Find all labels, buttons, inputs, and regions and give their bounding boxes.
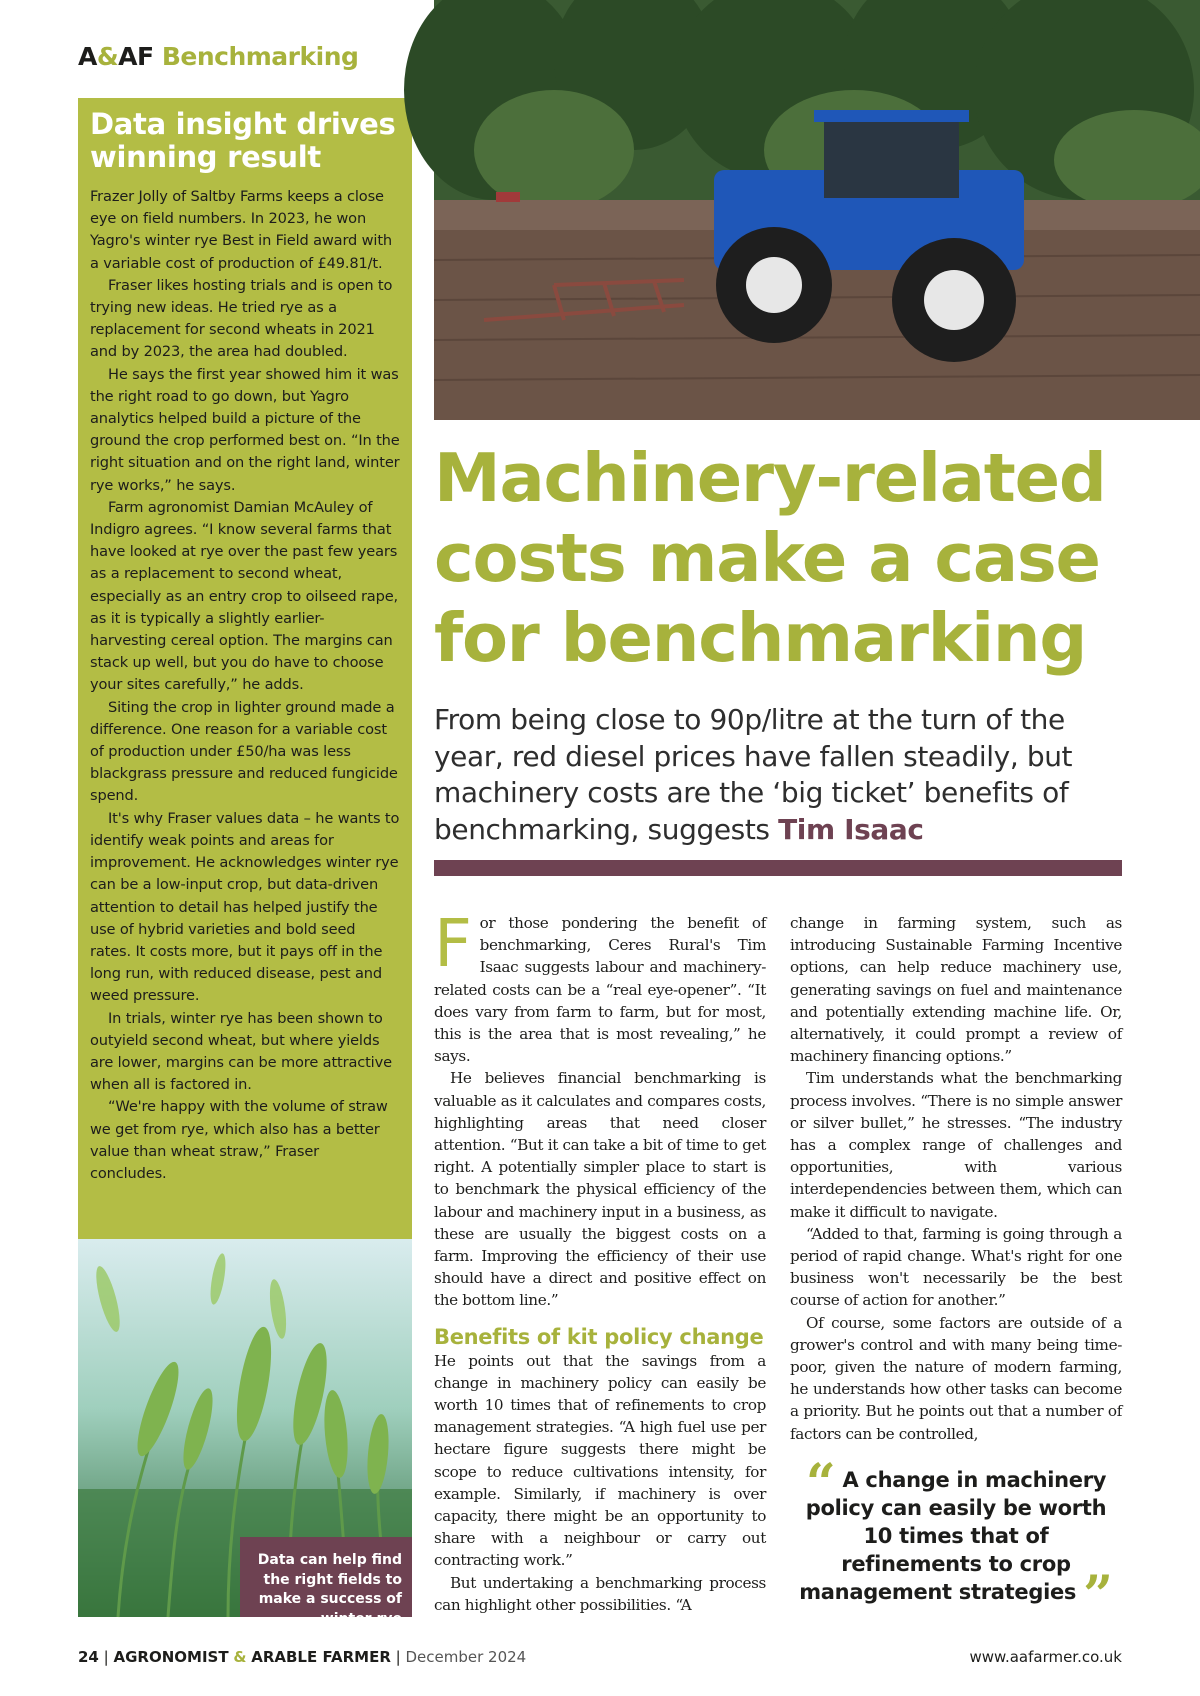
footer-separator: | bbox=[395, 1648, 401, 1666]
sidebar-paragraph: Frazer Jolly of Saltby Farms keeps a close eye on field numbers. In 2023, he won Yagro's winter rye Best in Field award with a variable cost of production of £49.81/t. bbox=[90, 188, 393, 272]
body-paragraph: Tim understands what the benchmarking process involves. “There is no simple answer or silver bullet,” he stresses. “The industry has a complex range of challenges and opportunities, with various interdependencies between them, which can make it difficult to navigate. bbox=[790, 1069, 1122, 1221]
tractor-illustration bbox=[434, 0, 1200, 420]
brand-a: A bbox=[78, 42, 97, 71]
standfirst-text: From being close to 90p/litre at the turn of the year, red diesel prices have fallen steadily, but machinery costs are the ‘big ticket’ benefits of benchmarking, suggests bbox=[434, 703, 1073, 846]
sidebar-paragraph: He says the first year showed him it was the right road to go down, but Yagro analytics helped build a picture of the ground the crop performed best on. “In the right situation and on the right land, winter rye works,” he says. bbox=[90, 365, 400, 494]
pull-quote bbox=[790, 1453, 1122, 1626]
standfirst bbox=[434, 702, 1134, 848]
body-paragraph: change in farming system, such as introducing Sustainable Farming Incentive options, can help reduce machinery use, generating savings on fuel and maintenance and potentially extending machine life. Or, alternatively, it could prompt a review of machinery financing options.” bbox=[790, 914, 1122, 1066]
website-link[interactable]: www.aafarmer.co.uk bbox=[969, 1648, 1122, 1666]
body-paragraph: “Added to that, farming is going through a period of rapid change. What's right for one business won't necessarily be the best course of action for another.” bbox=[790, 1224, 1122, 1310]
drop-cap: F bbox=[434, 905, 472, 982]
publication-amp: & bbox=[233, 1648, 247, 1666]
publication-name-a: AGRONOMIST bbox=[113, 1648, 229, 1666]
body-paragraph: But undertaking a benchmarking process can highlight other possibilities. “A bbox=[434, 1573, 766, 1614]
body-paragraph bbox=[434, 905, 766, 1067]
body-paragraph: He believes financial benchmarking is valuable as it calculates and compares costs, highlighting areas that need closer attention. “But it can take a bit of time to get right. A potentially simpler place to start is to benchmark the physical efficiency of the labour and machinery input in a business, as these are usually the biggest costs on a farm. Improving the efficiency of their use should have a direct and positive effect on the bottom line.” bbox=[434, 1069, 766, 1310]
body-paragraph: He points out that the savings from a change in machinery policy can easily be worth 10 times that of refinements to crop management strategies. “A high fuel use per hectare figure suggests there might be scope to reduce cultivations intensity, for example. Similarly, if machinery is over capacity, there might be an opportunity to share with a neighbour or carry out contracting work.” bbox=[434, 1351, 766, 1570]
brand-amp: & bbox=[96, 42, 119, 71]
sidebar-paragraph: It's why Fraser values data – he wants to identify weak points and areas for improvement. He acknowledges winter rye can be a low-input crop, but data-driven attention to detail has helped justify the use of hybrid varieties and bold seed rates. It costs more, but it pays off in the long run, with reduced disease, pest and weed pressure. bbox=[90, 809, 400, 1005]
quote-open-icon: “ bbox=[805, 1453, 836, 1514]
sidebar-box bbox=[78, 98, 412, 1239]
footer-separator: | bbox=[103, 1648, 109, 1666]
sidebar-paragraph: In trials, winter rye has been shown to outyield second wheat, but where yields are lower, margins can be more attractive when all is factored in. bbox=[90, 1009, 392, 1094]
wheat-photo bbox=[78, 1239, 412, 1627]
body-text: or those pondering the benefit of benchmarking, Ceres Rural's Tim Isaac suggests labour and machinery-related costs can be a “real eye-opener”. “It does vary from farm to farm, but for most, this is the area that is most revealing,” he says. bbox=[434, 914, 766, 1066]
section-label: Benchmarking bbox=[161, 42, 359, 71]
divider-bar bbox=[434, 860, 1122, 876]
sidebar-paragraph: Fraser likes hosting trials and is open to trying new ideas. He tried rye as a replacement for second wheats in 2021 and by 2023, the area had doubled. bbox=[90, 276, 393, 361]
article-column-2 bbox=[790, 912, 1122, 1445]
section-header bbox=[78, 42, 358, 71]
author-name: Tim Isaac bbox=[778, 812, 924, 846]
issue-date: December 2024 bbox=[405, 1648, 527, 1666]
brand-af: AF bbox=[118, 42, 154, 71]
sidebar-paragraph: Siting the crop in lighter ground made a difference. One reason for a variable cost of production under £50/ha was less blackgrass pressure and reduced fungicide spend. bbox=[90, 698, 398, 805]
pull-quote-text: A change in machinery policy can easily be worth 10 times that of refinements to crop management strategies bbox=[799, 1468, 1107, 1604]
photo-caption: Data can help find the right fields to make a success of winter rye bbox=[240, 1537, 412, 1617]
quote-close-icon: ” bbox=[1083, 1565, 1113, 1626]
tractor-photo bbox=[434, 0, 1200, 420]
publication-name-b: ARABLE FARMER bbox=[251, 1648, 391, 1666]
footer-publication bbox=[78, 1648, 526, 1666]
sidebar-paragraph: Farm agronomist Damian McAuley of Indigro agrees. “I know several farms that have looked at rye over the past few years as a replacement to second wheat, especially as an entry crop to oilseed rape, as it is typically a slightly earlier-harvesting cereal option. The margins can stack up well, but you do have to choose your sites carefully,” he adds. bbox=[90, 498, 399, 694]
sidebar-body bbox=[90, 186, 400, 1185]
subheading: Benefits of kit policy change bbox=[434, 1324, 764, 1349]
body-paragraph: Of course, some factors are outside of a grower's control and with many being time-poor, given the nature of modern farming, he understands how other tasks can become a priority. But he points out that a number of factors can be controlled, bbox=[790, 1313, 1122, 1443]
sidebar-paragraph: “We're happy with the volume of straw we get from rye, which also has a better value than wheat straw,” Fraser concludes. bbox=[90, 1098, 388, 1182]
page-number: 24 bbox=[78, 1648, 99, 1666]
article-column-1 bbox=[434, 905, 766, 1616]
article-headline: Machinery-related costs make a case for benchmarking bbox=[434, 439, 1106, 677]
sidebar-title: Data insight drives winning result bbox=[90, 107, 396, 174]
